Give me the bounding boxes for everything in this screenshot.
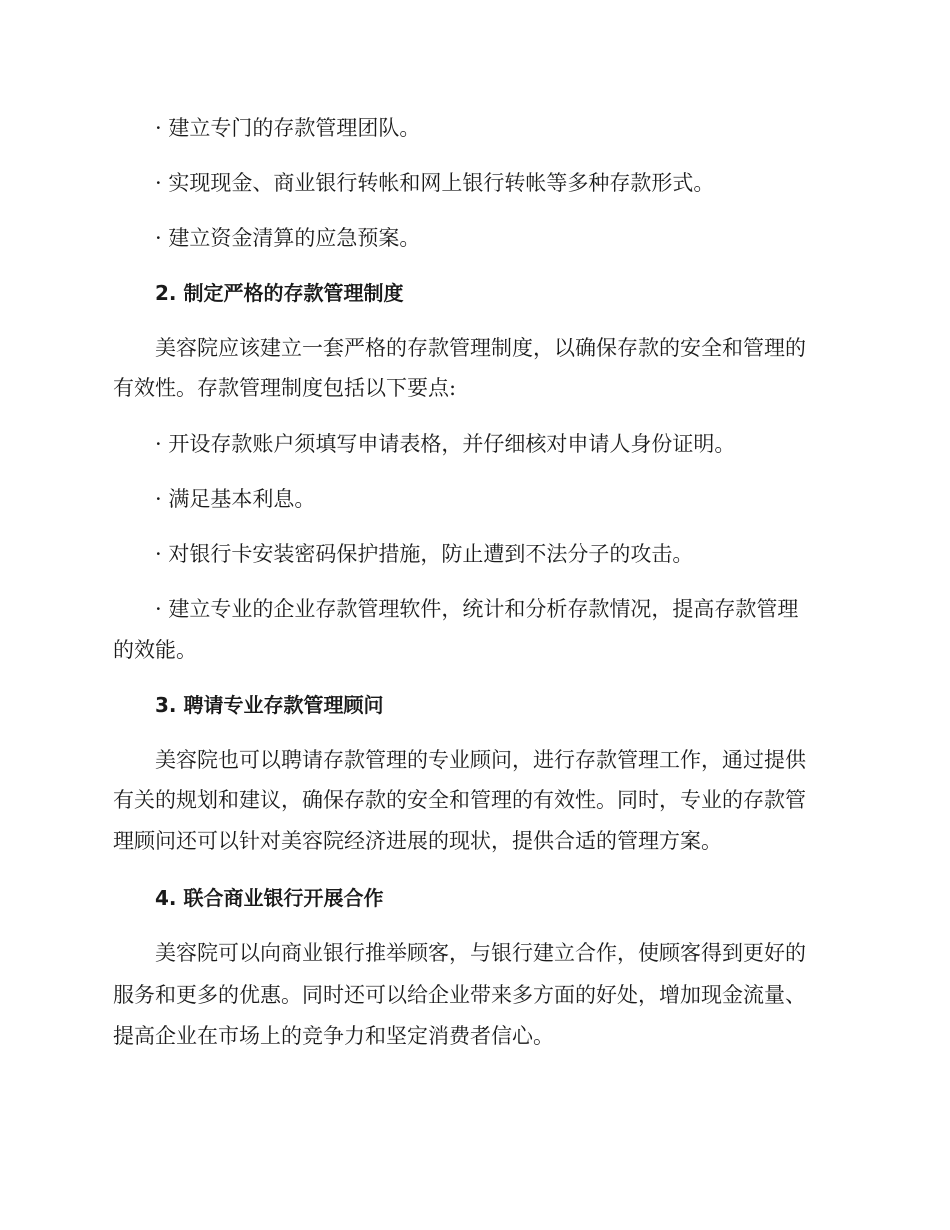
paragraph-line: 有关的规划和建议，确保存款的安全和管理的有效性。同时，专业的存款管 xyxy=(113,788,806,812)
bullet-item: · 实现现金、商业银行转帐和网上银行转帐等多种存款形式。 xyxy=(155,171,715,195)
bullet-item: · 开设存款账户须填写申请表格，并仔细核对申请人身份证明。 xyxy=(155,432,736,456)
paragraph-line: 有效性。存款管理制度包括以下要点: xyxy=(113,376,457,400)
section-heading-4: 4. 联合商业银行开展合作 xyxy=(155,886,384,910)
bullet-item: · 满足基本利息。 xyxy=(155,487,316,511)
bullet-item: · 建立专门的存款管理团队。 xyxy=(155,116,421,140)
paragraph-line: 美容院也可以聘请存款管理的专业顾问，进行存款管理工作，通过提供 xyxy=(155,748,806,772)
bullet-item-continuation: 的效能。 xyxy=(113,638,197,662)
bullet-item: · 建立专业的企业存款管理软件，统计和分析存款情况，提高存款管理 xyxy=(155,597,799,621)
section-heading-3: 3. 聘请专业存款管理顾问 xyxy=(155,693,384,717)
bullet-item: · 对银行卡安装密码保护措施，防止遭到不法分子的攻击。 xyxy=(155,542,694,566)
paragraph-line: 美容院可以向商业银行推举顾客，与银行建立合作，使顾客得到更好的 xyxy=(155,941,806,965)
paragraph-line: 理顾问还可以针对美容院经济进展的现状，提供合适的管理方案。 xyxy=(113,829,722,853)
paragraph-line: 服务和更多的优惠。同时还可以给企业带来多方面的好处，增加现金流量、 xyxy=(113,983,806,1007)
paragraph-line: 美容院应该建立一套严格的存款管理制度，以确保存款的安全和管理的 xyxy=(155,336,806,360)
bullet-item: · 建立资金清算的应急预案。 xyxy=(155,226,421,250)
paragraph-line: 提高企业在市场上的竞争力和坚定消费者信心。 xyxy=(113,1024,554,1048)
section-heading-2: 2. 制定严格的存款管理制度 xyxy=(155,281,404,305)
